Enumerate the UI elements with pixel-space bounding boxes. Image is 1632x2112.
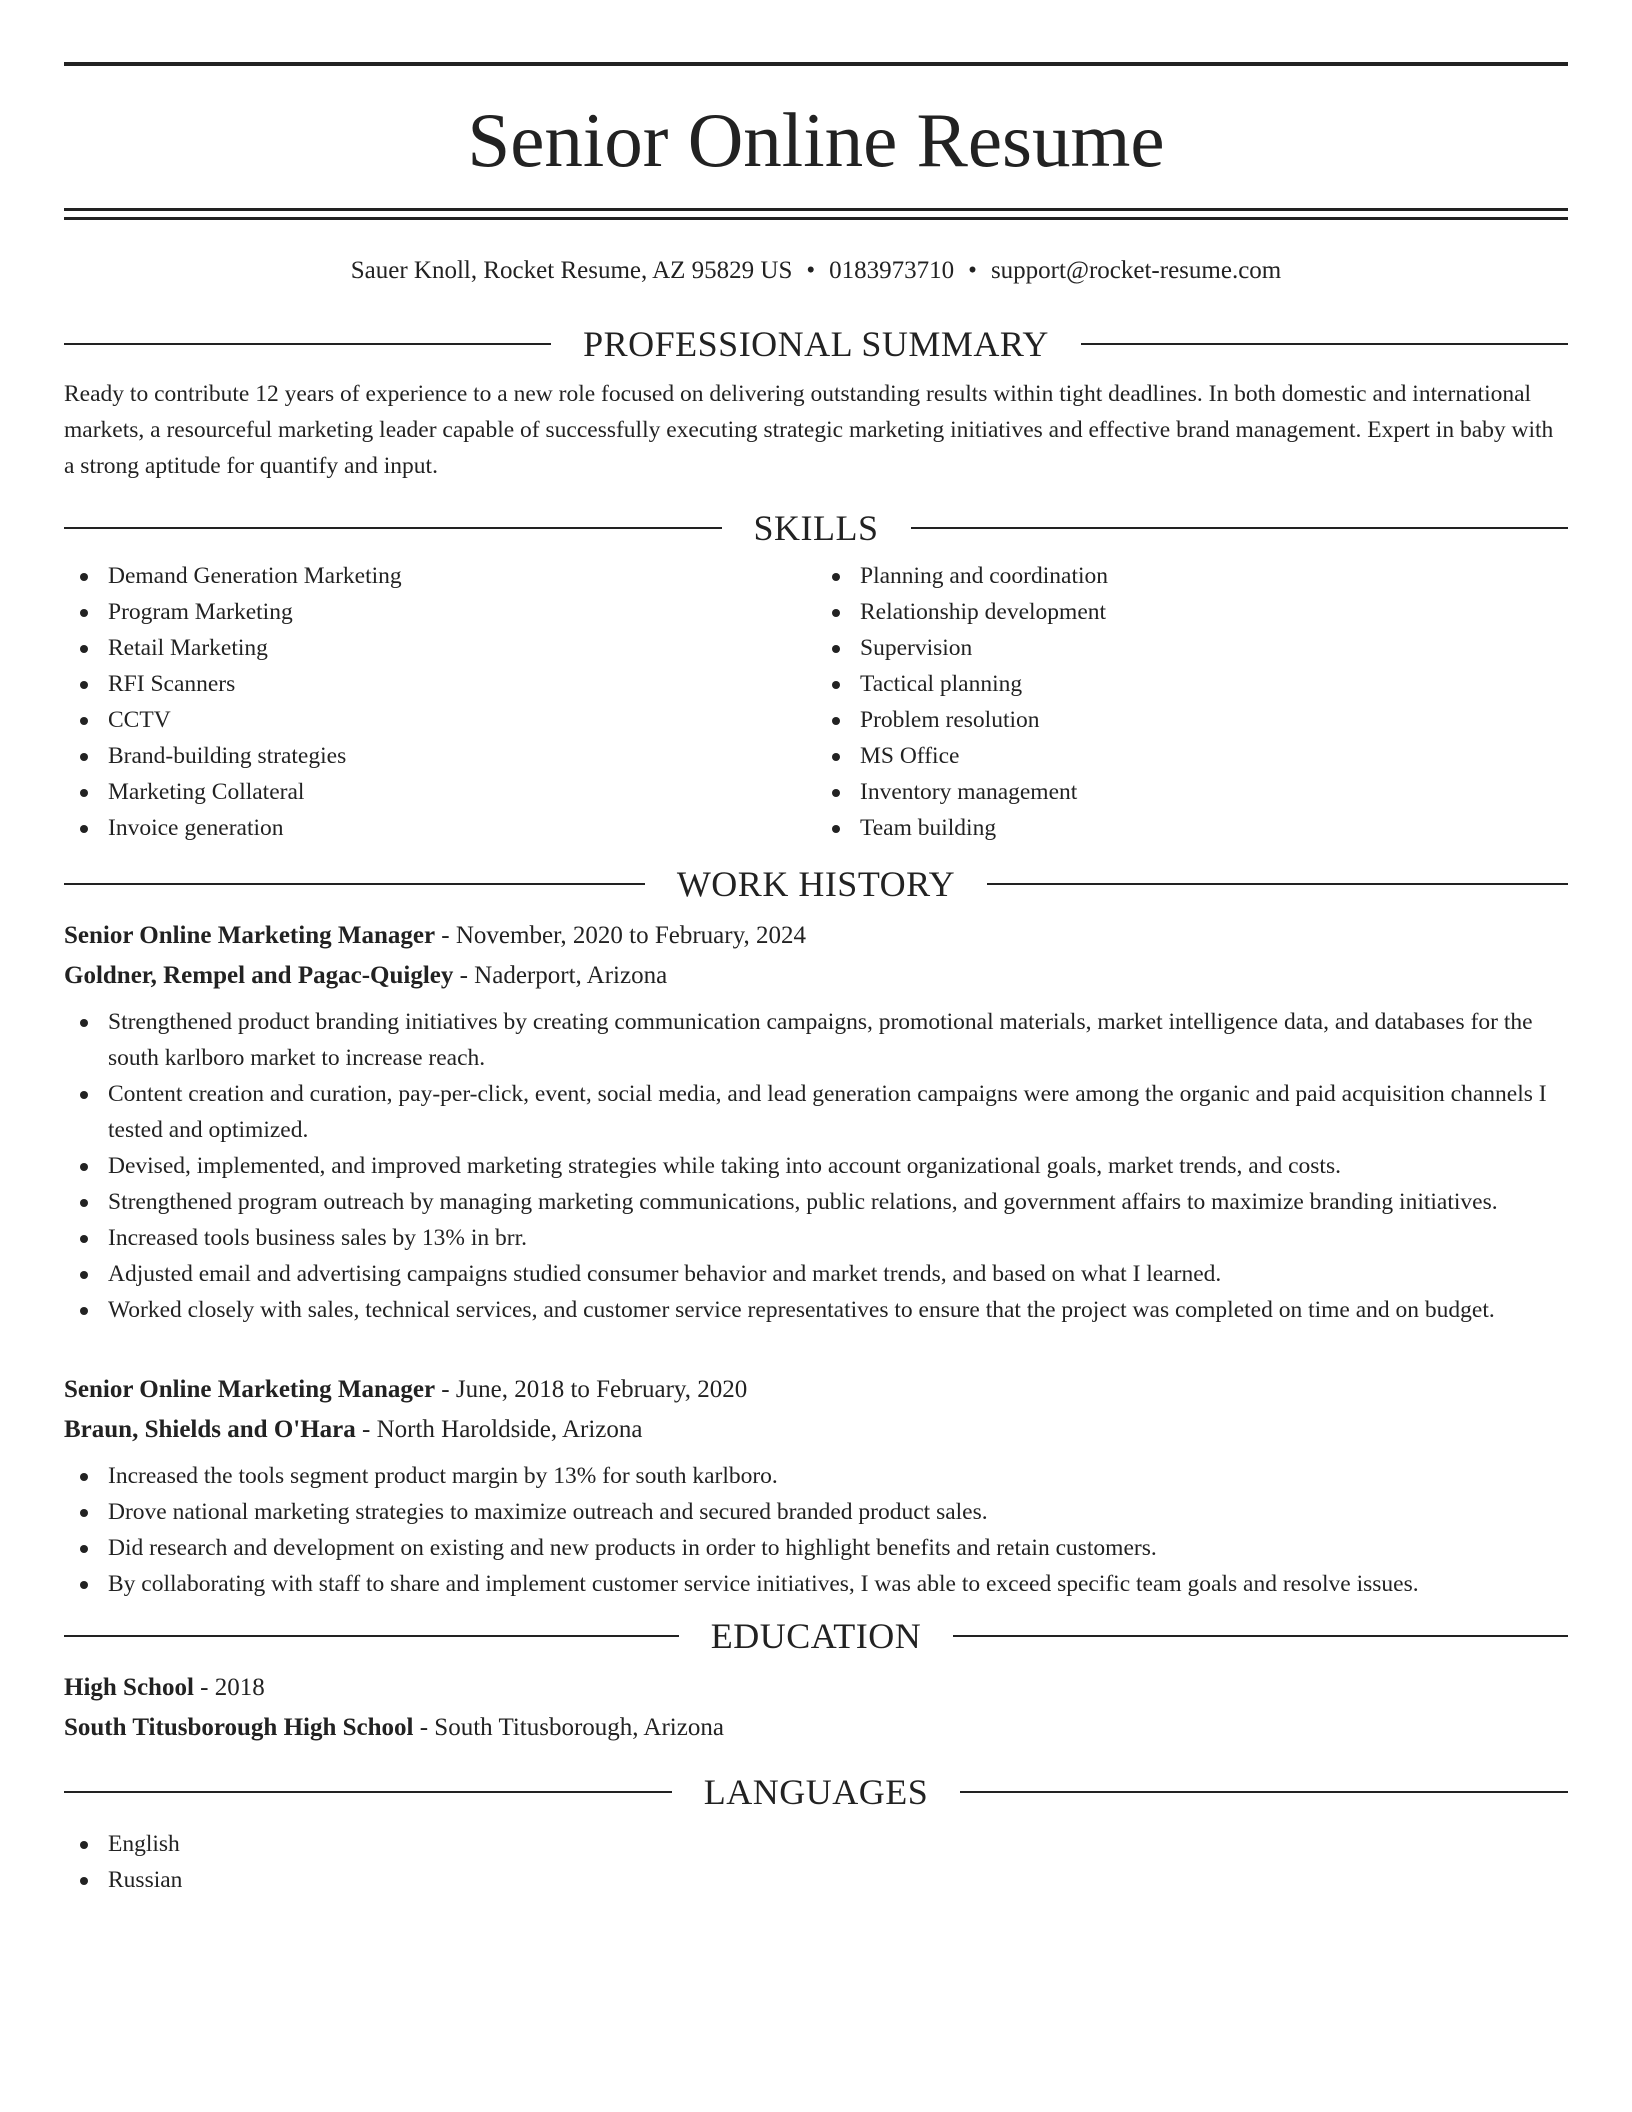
work-heading [64,864,1568,904]
job-bullet: Did research and development on existing and new products in order to highlight benefits and retain customers. [64,1530,1568,1566]
contact-separator: • [806,257,816,284]
skills-left-list [64,558,816,846]
skill-item: Relationship development [816,594,1568,630]
heading-rule-right [953,1635,1568,1637]
job-bullet: Worked closely with sales, technical services, and customer service representatives to ensure that the project was completed on time and on budget. [64,1292,1568,1328]
job-title: Senior Online Marketing Manager [64,1375,436,1403]
job-company: Braun, Shields and O'Hara [64,1415,356,1443]
job-bullet: Drove national marketing strategies to maximize outreach and secured branded product sales. [64,1494,1568,1530]
job-bullets [64,1004,1568,1328]
job-bullet: Increased tools business sales by 13% in brr. [64,1220,1568,1256]
education-school-line [64,1708,1568,1748]
education-heading [64,1616,1568,1656]
language-item: English [64,1826,1568,1862]
heading-rule-right [987,883,1568,885]
skill-item: Retail Marketing [64,630,816,666]
contact-line [64,256,1568,286]
top-rule [64,62,1568,66]
skills-heading-label: SKILLS [753,507,879,548]
job-bullet: Strengthened product branding initiatives by creating communication campaigns, promotional materials, market intelligence data, and databases for the south karlboro market to increase reach. [64,1004,1568,1076]
education-year: - 2018 [200,1673,265,1701]
language-item: Russian [64,1862,1568,1898]
job-company-line [64,956,1568,996]
heading-rule-left [64,527,722,529]
skill-item: Invoice generation [64,810,816,846]
skills-right-list [816,558,1568,846]
contact-email: support@rocket-resume.com [990,257,1282,284]
job-bullet: Increased the tools segment product margin by 13% for south karlboro. [64,1458,1568,1494]
job-bullet: Devised, implemented, and improved marketing strategies while taking into account organizational goals, market trends, and costs. [64,1148,1568,1184]
education-location: - South Titusborough, Arizona [419,1713,724,1741]
contact-separator: • [968,257,977,284]
heading-rule-left [64,1791,672,1793]
education-school: South Titusborough High School [64,1713,414,1741]
education-degree: High School [64,1673,194,1701]
summary-text: Ready to contribute 12 years of experience to a new role focused on delivering outstanding results within tight deadlines. In both domestic and international markets, a resourceful marketing leader capable of successfully executing strategic marketing initiatives and effective brand management. Expert in baby with a strong aptitude for quantify and input. [64,381,1554,479]
skill-item: Team building [816,810,1568,846]
skill-item: Tactical planning [816,666,1568,702]
job-bullet: Strengthened program outreach by managing marketing communications, public relations, and government affairs to maximize branding initiatives. [64,1184,1568,1220]
job-bullet: Adjusted email and advertising campaigns studied consumer behavior and market trends, and based on what I learned. [64,1256,1568,1292]
summary-heading-label: PROFESSIONAL SUMMARY [583,324,1049,364]
skill-item: Brand-building strategies [64,738,816,774]
skill-item: MS Office [816,738,1568,774]
summary-heading [64,324,1568,364]
job-dates: - June, 2018 to February, 2020 [441,1375,748,1403]
heading-rule-left [64,343,551,345]
job-location: - Naderport, Arizona [459,961,668,989]
heading-rule-right [960,1791,1568,1793]
skill-item: Planning and coordination [816,558,1568,594]
job-bullet: Content creation and curation, pay-per-click, event, social media, and lead generation campaigns were among the organic and paid acquisition channels I tested and optimized. [64,1076,1568,1148]
languages-heading [64,1772,1568,1812]
work-heading-label: WORK HISTORY [676,863,956,904]
skills-heading [64,508,1568,548]
skill-item: Marketing Collateral [64,774,816,810]
heading-rule-right [1081,343,1568,345]
heading-rule-left [64,883,645,885]
skill-item: Problem resolution [816,702,1568,738]
skill-item: Demand Generation Marketing [64,558,816,594]
title-double-rule [64,208,1568,220]
heading-rule-right [911,527,1569,529]
job-company: Goldner, Rempel and Pagac-Quigley [64,961,454,989]
skill-item: CCTV [64,702,816,738]
education-entry [64,1668,1568,1748]
languages-list [64,1826,1568,1898]
skill-item: Supervision [816,630,1568,666]
skill-item: RFI Scanners [64,666,816,702]
page-title: Senior Online Resume [467,97,1165,183]
education-heading-label: EDUCATION [710,1615,922,1656]
job-entry [64,1370,1568,1602]
job-bullet: By collaborating with staff to share and implement customer service initiatives, I was able to exceed specific team goals and resolve issues. [64,1566,1568,1602]
heading-rule-left [64,1635,679,1637]
languages-heading-label: LANGUAGES [703,1771,929,1812]
job-entry [64,916,1568,1328]
job-bullets [64,1458,1568,1602]
job-location: - North Haroldside, Arizona [362,1415,643,1443]
job-title-line [64,1370,1568,1410]
job-title: Senior Online Marketing Manager [64,921,436,949]
job-dates: - November, 2020 to February, 2024 [441,921,806,949]
skill-item: Inventory management [816,774,1568,810]
skills-grid [64,558,1568,846]
skill-item: Program Marketing [64,594,816,630]
job-company-line [64,1410,1568,1450]
contact-address: Sauer Knoll, Rocket Resume, AZ 95829 US [350,257,793,284]
job-title-line [64,916,1568,956]
education-degree-line [64,1668,1568,1708]
contact-phone: 0183973710 [829,257,955,284]
